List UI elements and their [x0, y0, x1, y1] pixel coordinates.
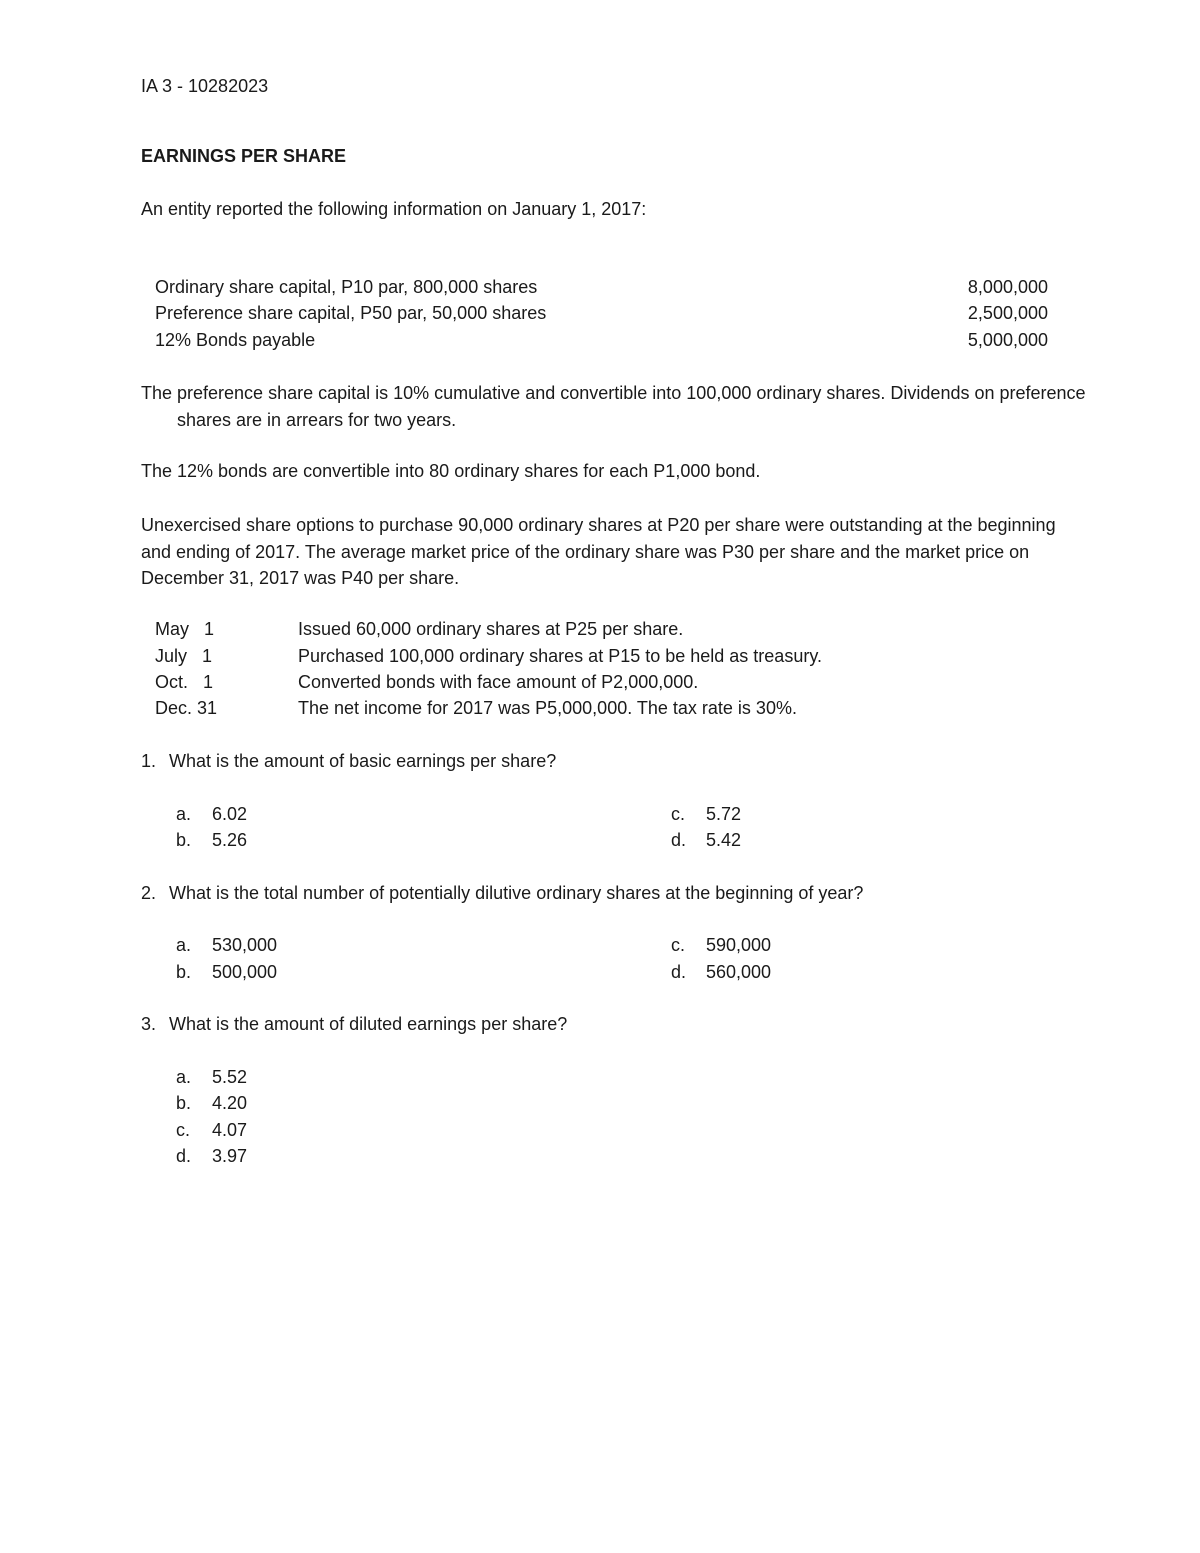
choice-letter: c.: [671, 935, 686, 955]
event-text: The net income for 2017 was P5,000,000. The tax rate is 30%.: [298, 698, 797, 718]
question-text: What is the total number of potentially dilutive ordinary shares at the beginning of year?: [169, 883, 864, 903]
options-paragraph: Unexercised share options to purchase 90,000 ordinary shares at P20 per share were outstanding at the beginning and ending of 2017. The average market price of the ordinary share was P30 per share and the market price on December 31, 2017 was P40 per share.: [141, 515, 1056, 588]
question-text: What is the amount of diluted earnings per share?: [169, 1014, 568, 1034]
choice-letter: d.: [176, 1146, 192, 1166]
choice-letter: b.: [176, 1093, 192, 1113]
choice-value: 500,000: [212, 962, 278, 982]
bonds-paragraph: The 12% bonds are convertible into 80 ordinary shares for each P1,000 bond.: [141, 461, 761, 481]
page-header: IA 3 - 10282023: [141, 76, 269, 96]
event-date: Oct. 1: [155, 672, 214, 692]
event-text: Converted bonds with face amount of P2,000,000.: [298, 672, 699, 692]
choice-letter: a.: [176, 1067, 192, 1087]
choice-value: 4.20: [212, 1093, 248, 1113]
intro-text: An entity reported the following information on January 1, 2017:: [141, 199, 647, 219]
choice-letter: a.: [176, 935, 192, 955]
event-text: Issued 60,000 ordinary shares at P25 per share.: [298, 619, 684, 639]
choice-letter: c.: [671, 804, 686, 824]
document-title: EARNINGS PER SHARE: [141, 146, 347, 166]
choice-value: 4.07: [212, 1120, 248, 1140]
event-date: Dec. 31: [155, 698, 218, 718]
preference-paragraph: The preference share capital is 10% cumulative and convertible into 100,000 ordinary shares. Dividends on preference shares are in arrears for two years.: [141, 383, 1086, 430]
balance-label: Preference share capital, P50 par, 50,000 shares: [155, 303, 547, 323]
choice-letter: d.: [671, 830, 687, 850]
choice-value: 3.97: [212, 1146, 248, 1166]
balance-label: 12% Bonds payable: [155, 330, 316, 350]
balance-amount: 5,000,000: [967, 330, 1048, 350]
choice-letter: c.: [176, 1120, 191, 1140]
choice-letter: d.: [671, 962, 687, 982]
choice-value: 560,000: [706, 962, 772, 982]
choice-value: 5.52: [212, 1067, 248, 1087]
event-date: July 1: [155, 646, 213, 666]
choice-value: 5.72: [706, 804, 742, 824]
choice-value: 5.26: [212, 830, 248, 850]
event-date: May 1: [155, 619, 215, 639]
question-number: 2.: [141, 883, 157, 903]
event-text: Purchased 100,000 ordinary shares at P15 to be held as treasury.: [298, 646, 822, 666]
choice-letter: b.: [176, 830, 192, 850]
choice-value: 6.02: [212, 804, 248, 824]
choice-letter: a.: [176, 804, 192, 824]
question-number: 1.: [141, 751, 157, 771]
choice-value: 5.42: [706, 830, 742, 850]
question-number: 3.: [141, 1014, 157, 1034]
choice-value: 530,000: [212, 935, 278, 955]
balance-amount: 8,000,000: [967, 277, 1048, 297]
choice-value: 590,000: [706, 935, 772, 955]
question-text: What is the amount of basic earnings per share?: [169, 751, 557, 771]
balance-amount: 2,500,000: [967, 303, 1048, 323]
choice-letter: b.: [176, 962, 192, 982]
balance-label: Ordinary share capital, P10 par, 800,000 shares: [155, 277, 538, 297]
